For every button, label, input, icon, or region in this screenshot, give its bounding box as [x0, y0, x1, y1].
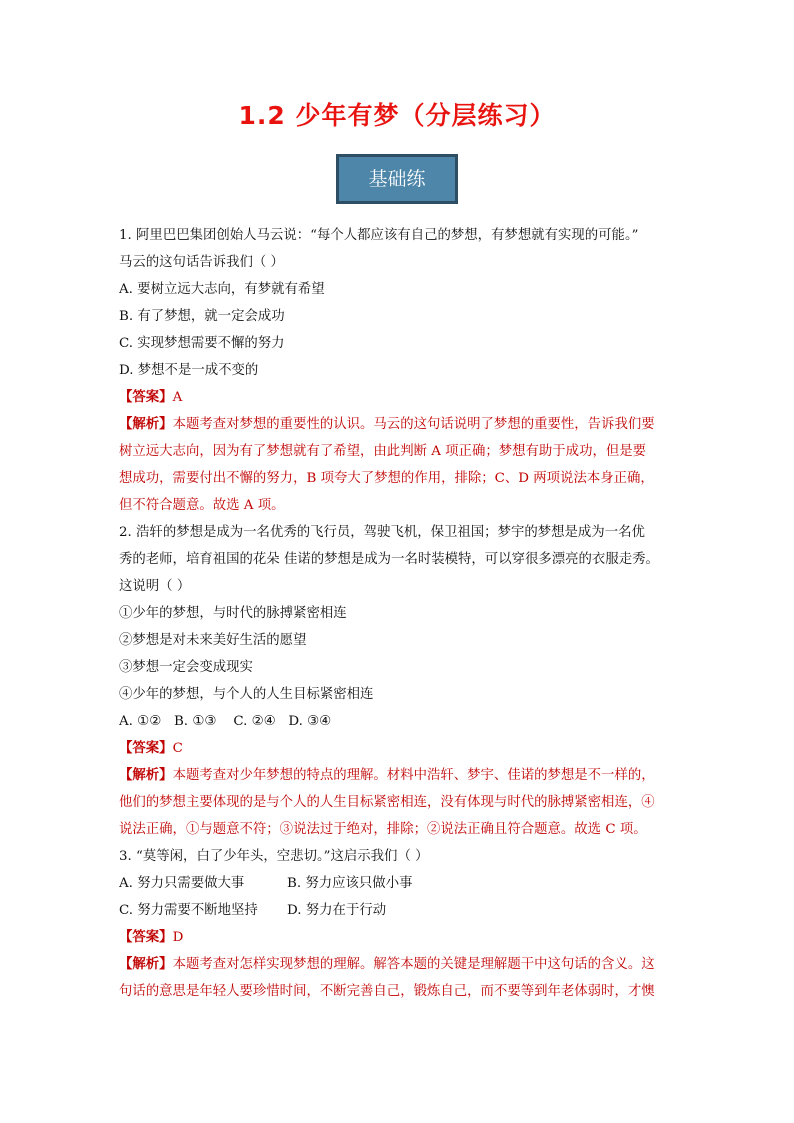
answer-label: 【答案】 — [119, 929, 173, 945]
question-2-analysis-line: 他们的梦想主要体现的是与个人的人生目标紧密相连，没有体现与时代的脉搏紧密相连，④ — [119, 795, 655, 810]
question-1 — [119, 222, 679, 519]
answer-label: 【答案】 — [119, 740, 173, 756]
question-2-statement-2: ②梦想是对未来美好生活的愿望 — [119, 633, 307, 648]
question-2 — [119, 519, 679, 843]
question-1-stem-line: 马云的这句话告诉我们（ ） — [119, 255, 284, 270]
question-1-analysis-line: 树立远大志向，因为有了梦想就有了希望，由此判断 A 项正确；梦想有助于成功，但是要 — [119, 444, 647, 459]
analysis-label: 【解析】 — [119, 767, 173, 783]
question-2-stem-line: 秀的老师，培育祖国的花朵 佳诺的梦想是成为一名时装模特，可以穿很多漂亮的衣服走秀。 — [119, 552, 659, 567]
answer-value: A — [172, 390, 183, 405]
analysis-text: 本题考查对少年梦想的特点的理解。材料中浩轩、梦宇、佳诺的梦想是不一样的， — [172, 768, 655, 783]
analysis-text: 本题考查对梦想的重要性的认识。马云的这句话说明了梦想的重要性，告诉我们要 — [172, 417, 655, 432]
analysis-label: 【解析】 — [119, 956, 173, 972]
question-2-answer — [119, 735, 679, 762]
question-2-analysis-line — [119, 762, 679, 789]
question-3-options-row — [119, 897, 679, 924]
question-1-analysis-line — [119, 411, 679, 438]
question-2-statement-3: ③梦想一定会变成现实 — [119, 660, 253, 675]
question-2-options: A. ①② B. ①③ C. ②④ D. ③④ — [119, 714, 332, 729]
question-3-answer — [119, 924, 679, 951]
question-3-option-c: C. 努力需要不断地坚持 — [119, 903, 258, 918]
question-1-option-c: C. 实现梦想需要不懈的努力 — [119, 336, 285, 351]
question-2-statement-4: ④少年的梦想，与个人的人生目标紧密相连 — [119, 687, 374, 702]
question-2-analysis-line: 说法正确，①与题意不符；③说法过于绝对，排除；②说法正确且符合题意。故选 C 项。 — [119, 822, 647, 837]
analysis-label: 【解析】 — [119, 416, 173, 432]
answer-label: 【答案】 — [119, 389, 173, 405]
page-title: 1.2 少年有梦（分层练习） — [238, 101, 556, 130]
question-3-options-row — [119, 870, 679, 897]
exercise-content — [119, 222, 679, 1005]
question-3-option-a: A. 努力只需要做大事 — [119, 876, 245, 891]
question-3-analysis-line — [119, 951, 679, 978]
question-1-option-a: A. 要树立远大志向，有梦就有希望 — [119, 282, 325, 297]
question-2-stem-line: 这说明（ ） — [119, 579, 191, 594]
question-2-stem-line: 2. 浩轩的梦想是成为一名优秀的飞行员，驾驶飞机，保卫祖国；梦宇的梦想是成为一名优 — [119, 525, 645, 540]
answer-value: D — [172, 930, 184, 945]
question-1-option-b: B. 有了梦想，就一定会成功 — [119, 309, 285, 324]
question-3-option-b: B. 努力应该只做小事 — [287, 876, 413, 891]
question-1-stem-line: 1. 阿里巴巴集团创始人马云说：“每个人都应该有自己的梦想，有梦想就有实现的可能。” — [119, 228, 639, 243]
question-3 — [119, 843, 679, 1005]
analysis-text: 本题考查对怎样实现梦想的理解。解答本题的关键是理解题干中这句话的含义。这 — [172, 957, 655, 972]
question-2-statement-1: ①少年的梦想，与时代的脉搏紧密相连 — [119, 606, 347, 621]
question-1-analysis-line: 想成功，需要付出不懈的努力，B 项夸大了梦想的作用，排除；C、D 两项说法本身正确， — [119, 471, 654, 486]
question-3-option-d: D. 努力在于行动 — [287, 903, 387, 918]
question-3-analysis-line: 句话的意思是年轻人要珍惜时间，不断完善自己，锻炼自己，而不要等到年老体弱时，才懊 — [119, 984, 655, 999]
question-1-answer — [119, 384, 679, 411]
question-1-analysis-line: 但不符合题意。故选 A 项。 — [119, 498, 285, 513]
question-3-stem: 3. “莫等闲，白了少年头，空悲切。”这启示我们（ ） — [119, 849, 429, 864]
answer-value: C — [172, 741, 183, 756]
question-1-option-d: D. 梦想不是一成不变的 — [119, 363, 259, 378]
section-badge: 基础练 — [336, 154, 458, 204]
